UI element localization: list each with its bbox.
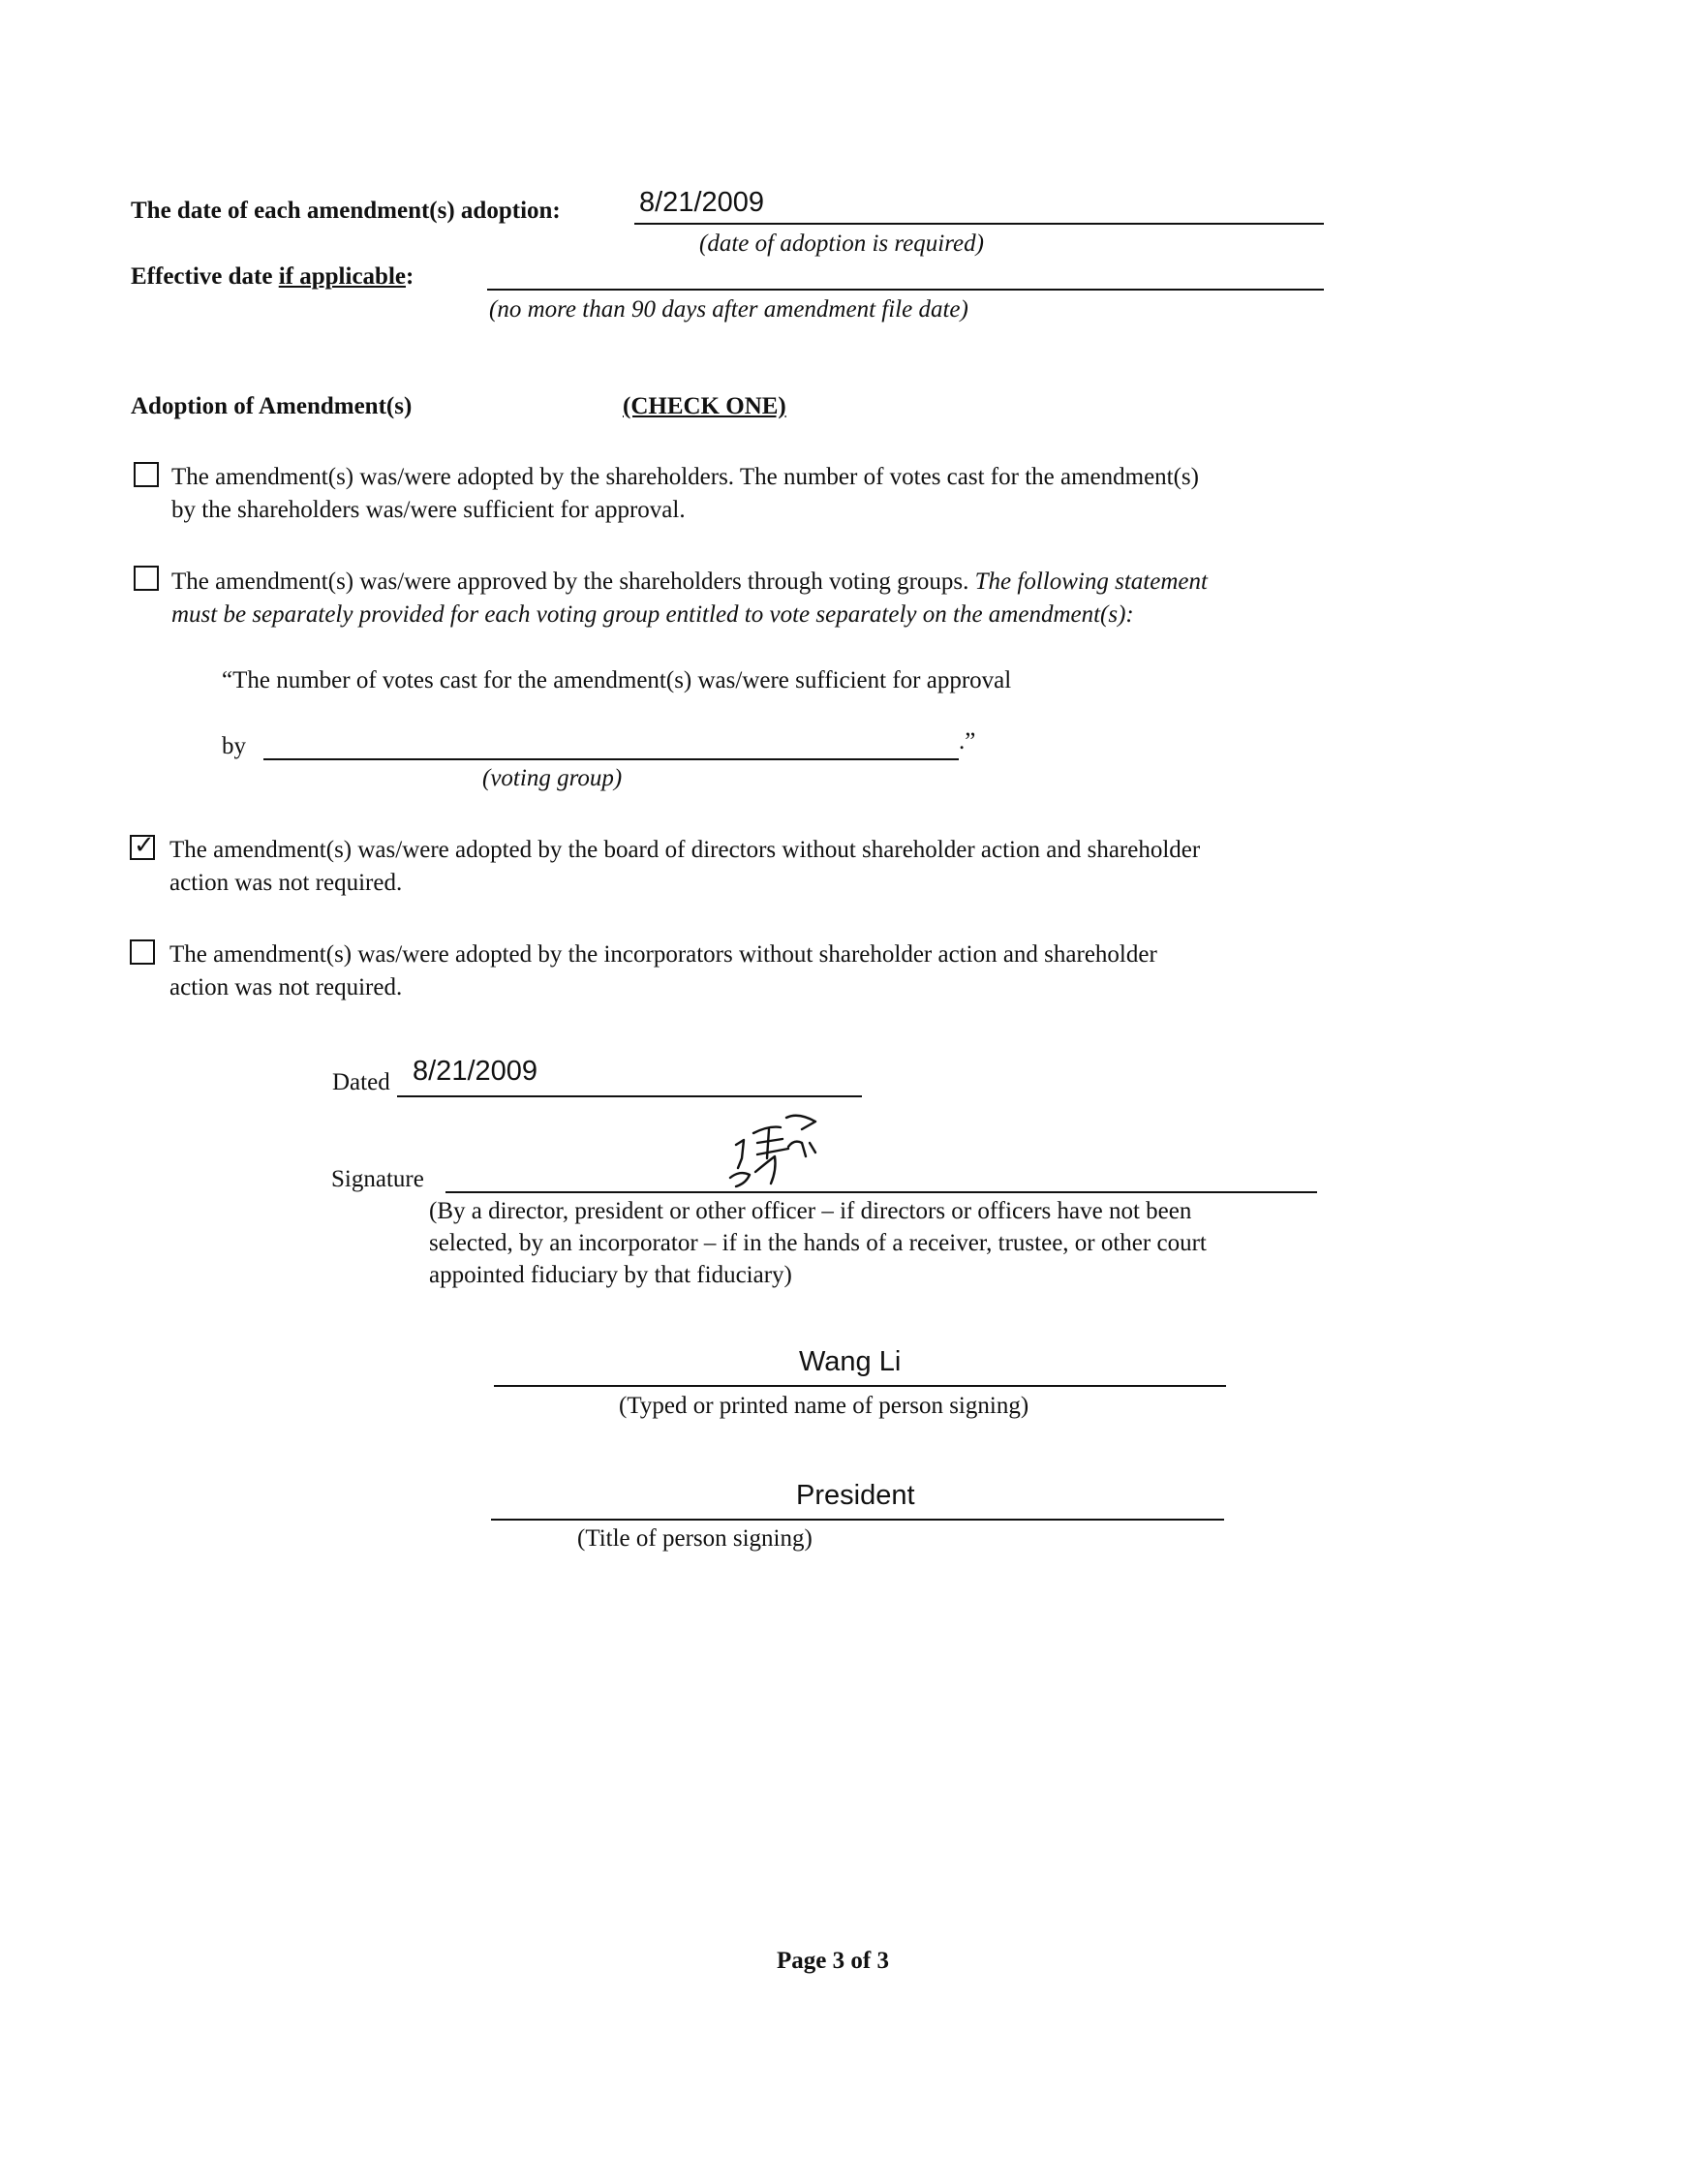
option-shareholders-line2: by the shareholders was/were sufficient for approval. bbox=[171, 497, 686, 523]
effective-date-label-suffix: : bbox=[405, 263, 414, 290]
adoption-heading: Adoption of Amendment(s) bbox=[131, 393, 413, 419]
signature-note-3: appointed fiduciary by that fiduciary) bbox=[429, 1262, 792, 1288]
signature-label: Signature bbox=[331, 1166, 424, 1192]
adoption-date-label: The date of each amendment(s) adoption: bbox=[131, 198, 561, 224]
signature-note-2: selected, by an incorporator – if in the hands of a receiver, trustee, or other court bbox=[429, 1230, 1207, 1256]
option-board-line2: action was not required. bbox=[169, 870, 403, 896]
option-voting-groups-line1-normal: The amendment(s) was/were approved by the shareholders through voting groups. bbox=[171, 569, 975, 595]
title-note: (Title of person signing) bbox=[577, 1525, 813, 1552]
signature-note-1: (By a director, president or other officer – if directors or officers have not been bbox=[429, 1198, 1192, 1224]
effective-date-label-emphasis: if applicable bbox=[278, 263, 406, 290]
option-board-line1: The amendment(s) was/were adopted by the board of directors without shareholder action and shareholder bbox=[169, 837, 1201, 863]
shareholders-checkbox[interactable] bbox=[134, 462, 159, 487]
handwritten-signature-icon bbox=[719, 1114, 825, 1193]
option-voting-groups-line1 bbox=[171, 569, 1208, 596]
voting-group-note: (voting group) bbox=[482, 765, 623, 791]
voting-by-label: by bbox=[222, 733, 246, 759]
adoption-date-value[interactable]: 8/21/2009 bbox=[639, 187, 765, 218]
dated-value[interactable]: 8/21/2009 bbox=[413, 1056, 538, 1087]
check-one-label: (CHECK ONE) bbox=[623, 393, 786, 419]
check-mark-icon: ✓ bbox=[134, 831, 155, 860]
dated-line bbox=[397, 1095, 862, 1097]
option-voting-groups-line1-italic: The following statement bbox=[974, 569, 1208, 595]
voting-group-line bbox=[263, 758, 959, 760]
printed-name-note: (Typed or printed name of person signing) bbox=[619, 1393, 1029, 1419]
effective-date-label bbox=[131, 263, 414, 291]
adoption-date-note: (date of adoption is required) bbox=[699, 231, 984, 257]
dated-label: Dated bbox=[332, 1069, 390, 1095]
effective-date-label-prefix: Effective date bbox=[131, 263, 279, 290]
incorporators-checkbox[interactable] bbox=[130, 939, 155, 965]
printed-name-value[interactable]: Wang Li bbox=[799, 1346, 902, 1377]
signature-line bbox=[445, 1191, 1317, 1193]
printed-name-line bbox=[494, 1385, 1226, 1387]
voting-statement: “The number of votes cast for the amendment(s) was/were sufficient for approval bbox=[222, 667, 1012, 693]
option-voting-groups-line2: must be separately provided for each voting group entitled to vote separately on the amendment(s): bbox=[171, 601, 1134, 628]
voting-close-quote: .” bbox=[959, 728, 976, 754]
title-value[interactable]: President bbox=[796, 1480, 915, 1511]
adoption-date-line bbox=[634, 223, 1324, 225]
board-of-directors-checkbox[interactable] bbox=[130, 831, 155, 860]
option-incorporators-line1: The amendment(s) was/were adopted by the incorporators without shareholder action and shareholder bbox=[169, 941, 1157, 968]
effective-date-note: (no more than 90 days after amendment file date) bbox=[489, 296, 968, 323]
page-number: Page 3 of 3 bbox=[777, 1948, 889, 1974]
option-incorporators-line2: action was not required. bbox=[169, 974, 403, 1000]
title-line bbox=[491, 1519, 1224, 1521]
option-shareholders-line1: The amendment(s) was/were adopted by the shareholders. The number of votes cast for the amendment(s) bbox=[171, 464, 1199, 490]
voting-groups-checkbox[interactable] bbox=[134, 566, 159, 591]
effective-date-line bbox=[487, 289, 1324, 291]
